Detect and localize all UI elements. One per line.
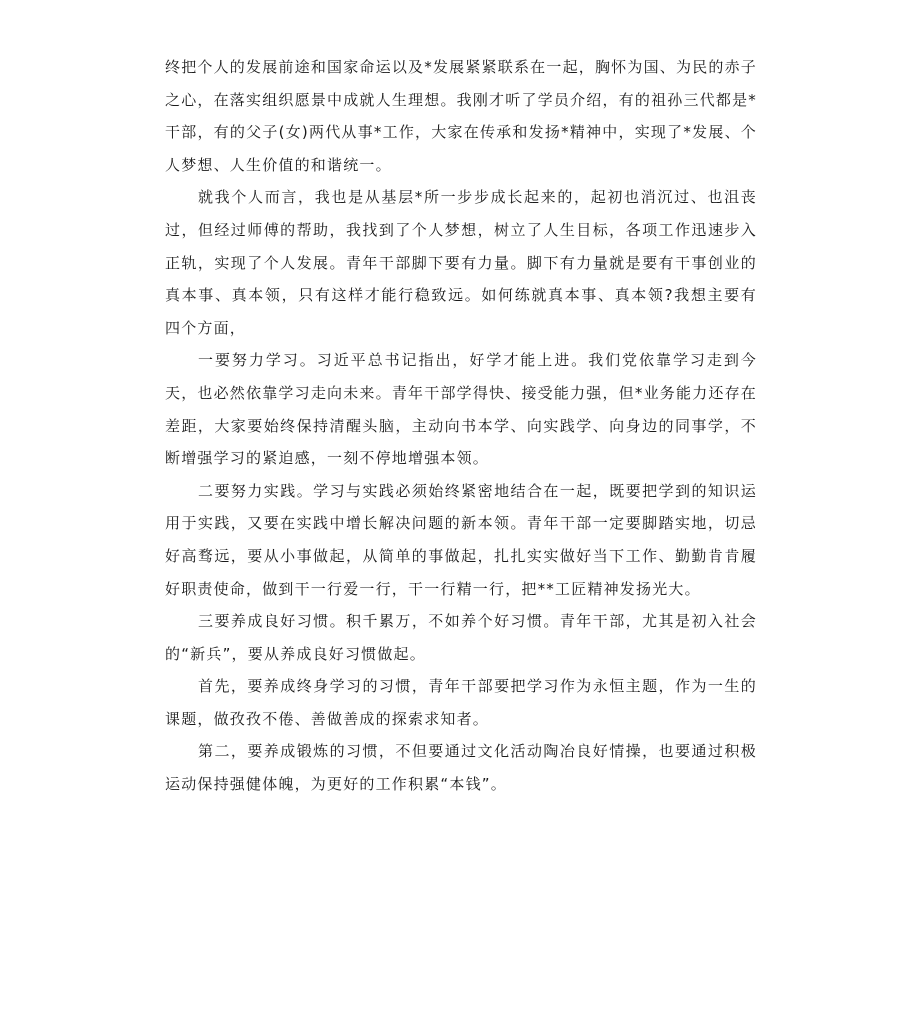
paragraph-4: 二要努力实践。学习与实践必须始终紧密地结合在一起，既要把学到的知识运用于实践，又要在实践中增长解决问题的新本领。青年干部一定要脚踏实地，切忌好高骛远，要从小事做起，从简单的事做起，扎扎实实做好当下工作、勤勤肯肯履好职责使命，做到干一行爱一行，干一行精一行，把**工匠精神发扬光大。 bbox=[165, 481, 757, 598]
paragraph-3: 一要努力学习。习近平总书记指出，好学才能上进。我们党依靠学习走到今天，也必然依靠学习走向未来。青年干部学得快、接受能力强，但*业务能力还存在差距，大家要始终保持清醒头脑，主动向书本学、向实践学、向身边的同事学，不断增强学习的紧迫感，一刻不停地增强本领。 bbox=[165, 351, 757, 468]
paragraph-2: 就我个人而言，我也是从基层*所一步步成长起来的，起初也消沉过、也沮丧过，但经过师傅的帮助，我找到了个人梦想，树立了人生目标，各项工作迅速步入正轨，实现了个人发展。青年干部脚下要有力量。脚下有力量就是要有干事创业的真本事、真本领，只有这样才能行稳致远。如何练就真本事、真本领?我想主要有四个方面， bbox=[165, 188, 757, 337]
paragraph-6: 首先，要养成终身学习的习惯，青年干部要把学习作为永恒主题，作为一生的课题，做孜孜不倦、善做善成的探索求知者。 bbox=[165, 677, 757, 728]
paragraph-1: 终把个人的发展前途和国家命运以及*发展紧紧联系在一起，胸怀为国、为民的赤子之心，在落实组织愿景中成就人生理想。我刚才听了学员介绍，有的祖孙三代都是*干部，有的父子(女)两代从事*工作，大家在传承和发扬*精神中，实现了*发展、个人梦想、人生价值的和谐统一。 bbox=[165, 58, 757, 174]
document-body bbox=[165, 51, 757, 801]
paragraph-7: 第二，要养成锻炼的习惯，不但要通过文化活动陶冶良好情操，也要通过积极运动保持强健体魄，为更好的工作积累“本钱”。 bbox=[165, 742, 757, 794]
paragraph-5: 三要养成良好习惯。积千累万，不如养个好习惯。青年干部，尤其是初入社会的“新兵”，要从养成良好习惯做起。 bbox=[165, 612, 757, 663]
